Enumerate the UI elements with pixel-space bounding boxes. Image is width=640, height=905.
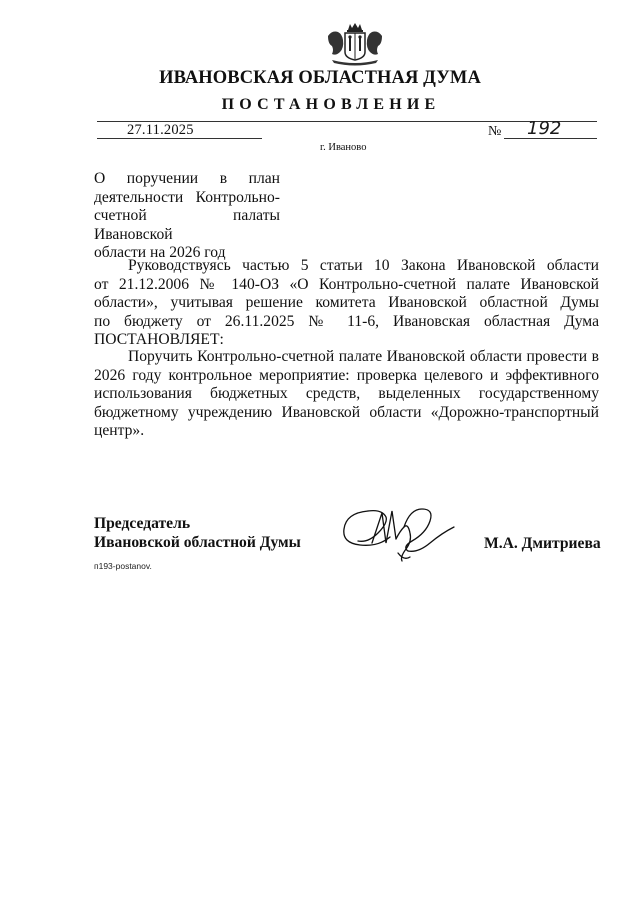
coat-of-arms-icon <box>324 22 386 66</box>
city: г. Иваново <box>320 142 367 153</box>
organization-title: ИВАНОВСКАЯ ОБЛАСТНАЯ ДУМА <box>159 68 481 88</box>
subject-line: области на 2026 год <box>94 244 226 261</box>
body-line: использования бюджетных средств, выделенных государственному <box>94 385 599 402</box>
signatory-title-line-1: Председатель <box>94 515 191 532</box>
body-line: бюджетному учреждению Ивановской области «Дорожно-транспортный <box>94 403 599 421</box>
document-subject <box>94 170 280 263</box>
signatory-name: М.А. Дмитриева <box>484 535 601 552</box>
body-line: Руководствуясь частью 5 статьи 10 Закона Ивановской области <box>128 257 599 274</box>
body-line: ПОСТАНОВЛЯЕТ: <box>94 331 224 348</box>
file-reference: п193-postanov. <box>94 561 152 571</box>
body-line: 2026 году контрольное мероприятие: проверка целевого и эффективного <box>94 366 599 384</box>
body-line: по бюджету от 26.11.2025 № 11-6, Ивановская областная Дума <box>94 312 599 330</box>
body-line: от 21.12.2006 № 140-ОЗ «О Контрольно-счетной палате Ивановской <box>94 275 599 293</box>
subject-line: деятельности Контрольно- <box>94 188 280 206</box>
subject-line: О поручении в план <box>94 170 280 187</box>
document-number: 192 <box>527 118 562 139</box>
body-line: области», учитывая решение комитета Ивановской областной Думы <box>94 294 599 311</box>
document-type: ПОСТАНОВЛЕНИЕ <box>221 96 441 113</box>
handwritten-signature-icon <box>338 503 458 565</box>
subject-line: счетной палаты Ивановской <box>94 207 280 243</box>
signatory-title <box>94 515 301 552</box>
document-date: 27.11.2025 <box>127 122 194 138</box>
body-paragraph-1 <box>94 257 599 350</box>
body-line: центр». <box>94 422 145 439</box>
body-paragraph-2 <box>94 348 599 441</box>
number-label: № <box>488 124 502 139</box>
signatory-title-line-2: Ивановской областной Думы <box>94 533 301 551</box>
body-line: Поручить Контрольно-счетной палате Ивановской области провести в <box>128 348 599 365</box>
